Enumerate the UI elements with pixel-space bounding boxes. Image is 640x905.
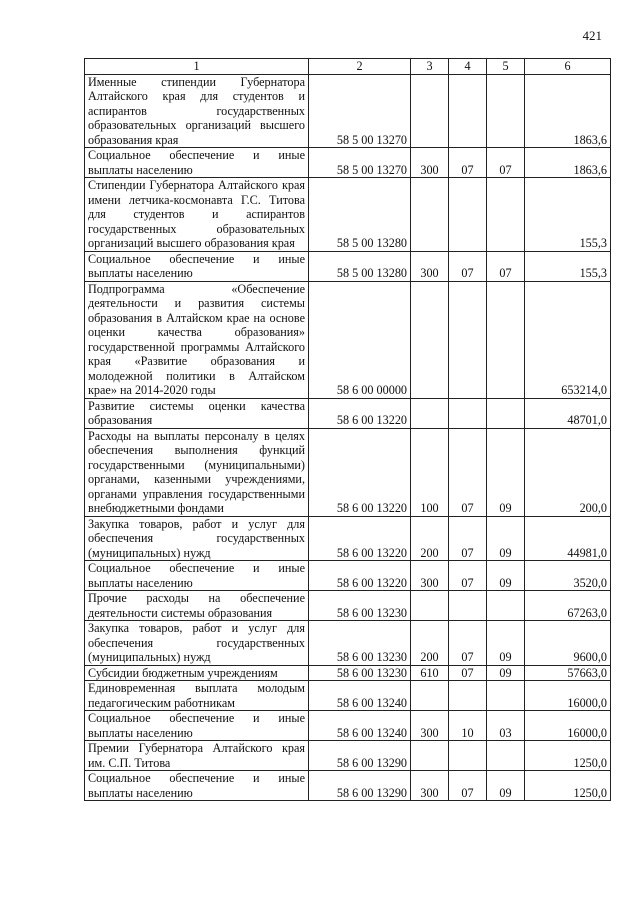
row-amount-cell: 9600,0 — [525, 621, 611, 666]
row-expense-type-cell — [411, 741, 449, 771]
row-section-cell: 07 — [449, 561, 487, 591]
row-amount-cell: 1250,0 — [525, 741, 611, 771]
row-subsection-cell — [487, 74, 525, 148]
row-code-cell: 58 6 00 13220 — [309, 428, 411, 516]
row-code-cell: 58 5 00 13280 — [309, 178, 411, 252]
column-header: 2 — [309, 59, 411, 75]
row-name-cell: Социальное обеспечение и иные выплаты населению — [85, 561, 309, 591]
row-section-cell — [449, 591, 487, 621]
table-row — [85, 741, 611, 771]
row-name-cell: Подпрограмма «Обеспечение деятельности и развития системы образования в Алтайском крае на основе оценки качества образования» государственной программы Алтайского края «Развитие образования и молодежной политики в Алтайском крае» на 2014-2020 годы — [85, 281, 309, 398]
row-subsection-cell — [487, 281, 525, 398]
row-subsection-cell: 07 — [487, 148, 525, 178]
row-expense-type-cell — [411, 178, 449, 252]
row-subsection-cell: 03 — [487, 711, 525, 741]
row-amount-cell: 155,3 — [525, 251, 611, 281]
row-expense-type-cell: 300 — [411, 148, 449, 178]
row-section-cell — [449, 281, 487, 398]
row-code-cell: 58 6 00 13230 — [309, 665, 411, 681]
table-row — [85, 665, 611, 681]
row-section-cell: 07 — [449, 621, 487, 666]
row-amount-cell: 57663,0 — [525, 665, 611, 681]
row-name-cell: Социальное обеспечение и иные выплаты населению — [85, 251, 309, 281]
table-row — [85, 561, 611, 591]
row-section-cell — [449, 178, 487, 252]
row-amount-cell: 16000,0 — [525, 711, 611, 741]
column-header: 6 — [525, 59, 611, 75]
row-name-cell: Премии Губернатора Алтайского края им. С.П. Титова — [85, 741, 309, 771]
row-section-cell: 07 — [449, 516, 487, 561]
row-name-cell: Расходы на выплаты персоналу в целях обеспечения выполнения функций государственными (муниципальными) органами, казенными учреждениями, органами управления государственными внебюджетными фондами — [85, 428, 309, 516]
row-subsection-cell — [487, 591, 525, 621]
row-code-cell: 58 6 00 13290 — [309, 771, 411, 801]
row-expense-type-cell — [411, 74, 449, 148]
row-expense-type-cell: 300 — [411, 561, 449, 591]
row-subsection-cell: 07 — [487, 251, 525, 281]
row-name-cell: Закупка товаров, работ и услуг для обеспечения государственных (муниципальных) нужд — [85, 621, 309, 666]
table-row — [85, 591, 611, 621]
row-expense-type-cell: 200 — [411, 621, 449, 666]
table-row — [85, 711, 611, 741]
row-name-cell: Социальное обеспечение и иные выплаты населению — [85, 771, 309, 801]
column-header: 4 — [449, 59, 487, 75]
row-expense-type-cell — [411, 281, 449, 398]
row-section-cell — [449, 74, 487, 148]
row-code-cell: 58 5 00 13270 — [309, 74, 411, 148]
row-expense-type-cell: 300 — [411, 251, 449, 281]
table-row — [85, 771, 611, 801]
row-subsection-cell: 09 — [487, 621, 525, 666]
row-code-cell: 58 6 00 00000 — [309, 281, 411, 398]
row-subsection-cell: 09 — [487, 428, 525, 516]
row-subsection-cell — [487, 398, 525, 428]
table-body — [85, 74, 611, 801]
row-subsection-cell — [487, 741, 525, 771]
row-code-cell: 58 6 00 13230 — [309, 621, 411, 666]
row-code-cell: 58 6 00 13230 — [309, 591, 411, 621]
row-amount-cell: 48701,0 — [525, 398, 611, 428]
table-row — [85, 398, 611, 428]
row-expense-type-cell: 300 — [411, 771, 449, 801]
row-amount-cell: 1863,6 — [525, 148, 611, 178]
row-name-cell: Социальное обеспечение и иные выплаты населению — [85, 148, 309, 178]
table-row — [85, 148, 611, 178]
row-name-cell: Социальное обеспечение и иные выплаты населению — [85, 711, 309, 741]
row-code-cell: 58 6 00 13220 — [309, 516, 411, 561]
row-section-cell: 10 — [449, 711, 487, 741]
table-header-row — [85, 59, 611, 75]
row-name-cell: Единовременная выплата молодым педагогическим работникам — [85, 681, 309, 711]
row-subsection-cell — [487, 681, 525, 711]
row-amount-cell: 155,3 — [525, 178, 611, 252]
row-subsection-cell: 09 — [487, 516, 525, 561]
table-row — [85, 681, 611, 711]
row-amount-cell: 16000,0 — [525, 681, 611, 711]
row-section-cell: 07 — [449, 771, 487, 801]
row-code-cell: 58 5 00 13280 — [309, 251, 411, 281]
budget-table — [84, 58, 611, 801]
row-section-cell: 07 — [449, 428, 487, 516]
row-expense-type-cell: 200 — [411, 516, 449, 561]
row-code-cell: 58 6 00 13240 — [309, 711, 411, 741]
row-expense-type-cell: 100 — [411, 428, 449, 516]
page-number: 421 — [582, 28, 602, 43]
table-row — [85, 516, 611, 561]
row-expense-type-cell: 300 — [411, 711, 449, 741]
table-row — [85, 428, 611, 516]
row-name-cell: Стипендии Губернатора Алтайского края имени летчика-космонавта Г.С. Титова для студентов и аспирантов государственных образовательных организаций высшего образования края — [85, 178, 309, 252]
row-code-cell: 58 6 00 13220 — [309, 398, 411, 428]
row-section-cell: 07 — [449, 665, 487, 681]
row-name-cell: Именные стипендии Губернатора Алтайского края для студентов и аспирантов государственных образовательных организаций высшего образования края — [85, 74, 309, 148]
row-name-cell: Закупка товаров, работ и услуг для обеспечения государственных (муниципальных) нужд — [85, 516, 309, 561]
column-header: 5 — [487, 59, 525, 75]
row-section-cell: 07 — [449, 148, 487, 178]
row-subsection-cell: 09 — [487, 561, 525, 591]
table-row — [85, 621, 611, 666]
row-amount-cell: 44981,0 — [525, 516, 611, 561]
row-amount-cell: 3520,0 — [525, 561, 611, 591]
row-amount-cell: 653214,0 — [525, 281, 611, 398]
row-expense-type-cell: 610 — [411, 665, 449, 681]
row-code-cell: 58 6 00 13240 — [309, 681, 411, 711]
row-section-cell — [449, 741, 487, 771]
row-expense-type-cell — [411, 591, 449, 621]
column-header: 3 — [411, 59, 449, 75]
row-section-cell — [449, 681, 487, 711]
row-name-cell: Прочие расходы на обеспечение деятельности системы образования — [85, 591, 309, 621]
row-amount-cell: 200,0 — [525, 428, 611, 516]
row-code-cell: 58 6 00 13220 — [309, 561, 411, 591]
column-header: 1 — [85, 59, 309, 75]
table-row — [85, 251, 611, 281]
row-name-cell: Развитие системы оценки качества образования — [85, 398, 309, 428]
table-row — [85, 74, 611, 148]
table-row — [85, 178, 611, 252]
row-subsection-cell — [487, 178, 525, 252]
row-amount-cell: 1250,0 — [525, 771, 611, 801]
row-amount-cell: 1863,6 — [525, 74, 611, 148]
row-name-cell: Субсидии бюджетным учреждениям — [85, 665, 309, 681]
row-expense-type-cell — [411, 681, 449, 711]
row-subsection-cell: 09 — [487, 665, 525, 681]
row-section-cell: 07 — [449, 251, 487, 281]
table-row — [85, 281, 611, 398]
row-amount-cell: 67263,0 — [525, 591, 611, 621]
row-code-cell: 58 5 00 13270 — [309, 148, 411, 178]
row-code-cell: 58 6 00 13290 — [309, 741, 411, 771]
row-section-cell — [449, 398, 487, 428]
row-subsection-cell: 09 — [487, 771, 525, 801]
row-expense-type-cell — [411, 398, 449, 428]
